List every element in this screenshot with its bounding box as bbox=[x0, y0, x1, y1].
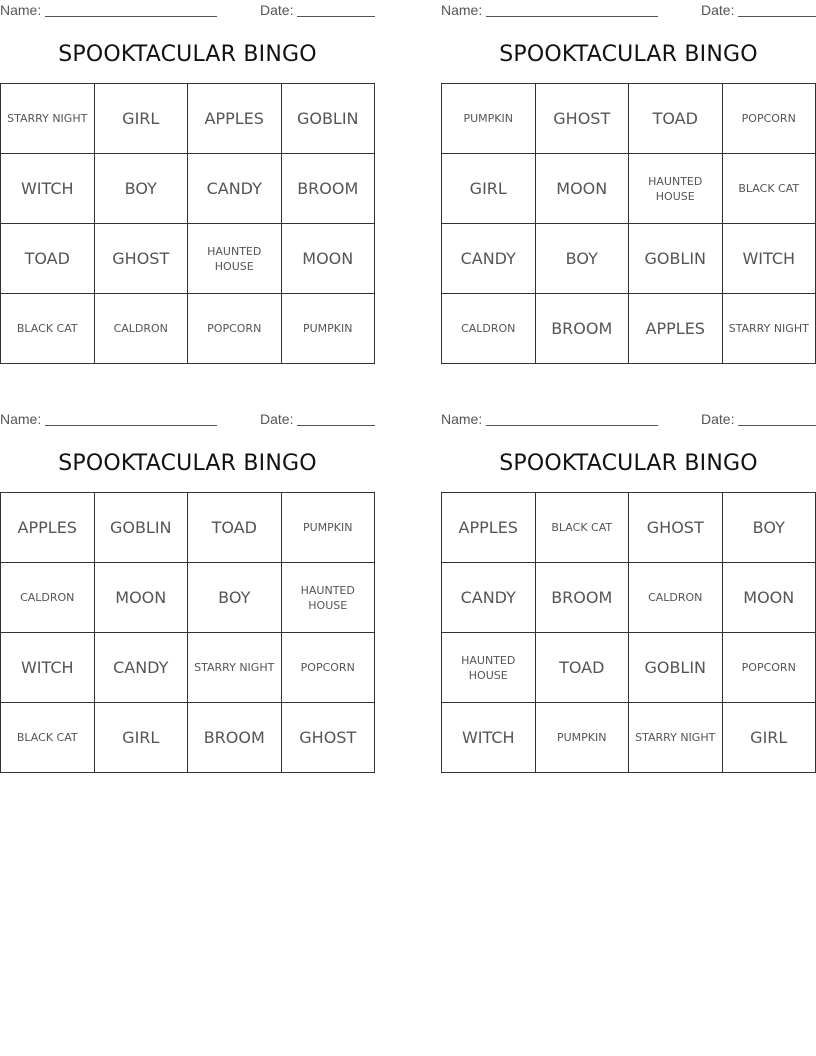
bingo-cell[interactable]: APPLES bbox=[629, 294, 723, 364]
bingo-grid bbox=[0, 492, 375, 773]
bingo-grid bbox=[441, 492, 816, 773]
bingo-grid bbox=[0, 83, 375, 364]
bingo-cell[interactable]: GHOST bbox=[536, 84, 630, 154]
bingo-cell[interactable]: BROOM bbox=[282, 154, 376, 224]
bingo-cell[interactable]: BROOM bbox=[536, 294, 630, 364]
date-label: Date: bbox=[260, 411, 294, 427]
bingo-cell[interactable]: CALDRON bbox=[1, 563, 95, 633]
bingo-cell[interactable]: GOBLIN bbox=[629, 633, 723, 703]
bingo-cell[interactable]: MOON bbox=[95, 563, 189, 633]
date-label: Date: bbox=[260, 2, 294, 18]
date-label: Date: bbox=[701, 411, 735, 427]
bingo-cell[interactable]: GOBLIN bbox=[629, 224, 723, 294]
bingo-cell[interactable]: APPLES bbox=[442, 493, 536, 563]
bingo-cell[interactable]: POPCORN bbox=[188, 294, 282, 364]
bingo-cell[interactable]: PUMPKIN bbox=[536, 703, 630, 773]
bingo-cell[interactable]: TOAD bbox=[1, 224, 95, 294]
bingo-cell[interactable]: MOON bbox=[536, 154, 630, 224]
bingo-cell[interactable]: STARRY NIGHT bbox=[188, 633, 282, 703]
bingo-card bbox=[441, 409, 816, 774]
name-label: Name: bbox=[0, 411, 42, 427]
bingo-cell[interactable]: POPCORN bbox=[282, 633, 376, 703]
bingo-cell[interactable]: GOBLIN bbox=[95, 493, 189, 563]
bingo-cell[interactable]: BLACK CAT bbox=[1, 703, 95, 773]
bingo-cell[interactable]: STARRY NIGHT bbox=[629, 703, 723, 773]
date-label: Date: bbox=[701, 2, 735, 18]
bingo-cell[interactable]: POPCORN bbox=[723, 633, 816, 703]
bingo-cell[interactable]: BLACK CAT bbox=[536, 493, 630, 563]
bingo-cell[interactable]: BLACK CAT bbox=[723, 154, 816, 224]
date-blank-line[interactable] bbox=[738, 425, 816, 426]
card-title: SPOOKTACULAR BINGO bbox=[499, 451, 758, 476]
bingo-cell[interactable]: TOAD bbox=[629, 84, 723, 154]
bingo-cell[interactable]: WITCH bbox=[442, 703, 536, 773]
bingo-cell[interactable]: MOON bbox=[282, 224, 376, 294]
bingo-cell[interactable]: HAUNTED HOUSE bbox=[442, 633, 536, 703]
bingo-cell[interactable]: HAUNTED HOUSE bbox=[188, 224, 282, 294]
name-blank-line[interactable] bbox=[486, 16, 658, 17]
bingo-cell[interactable]: CALDRON bbox=[442, 294, 536, 364]
bingo-cell[interactable]: GIRL bbox=[723, 703, 816, 773]
bingo-cell[interactable]: TOAD bbox=[536, 633, 630, 703]
bingo-cell[interactable]: BROOM bbox=[536, 563, 630, 633]
bingo-cell[interactable]: GHOST bbox=[282, 703, 376, 773]
bingo-cell[interactable]: PUMPKIN bbox=[282, 493, 376, 563]
bingo-cell[interactable]: STARRY NIGHT bbox=[1, 84, 95, 154]
card-header bbox=[0, 411, 375, 429]
date-blank-line[interactable] bbox=[297, 425, 375, 426]
bingo-cell[interactable]: MOON bbox=[723, 563, 816, 633]
bingo-cell[interactable]: HAUNTED HOUSE bbox=[629, 154, 723, 224]
name-label: Name: bbox=[0, 2, 42, 18]
bingo-cell[interactable]: BROOM bbox=[188, 703, 282, 773]
card-title: SPOOKTACULAR BINGO bbox=[499, 42, 758, 67]
card-header bbox=[441, 2, 816, 20]
bingo-cell[interactable]: PUMPKIN bbox=[442, 84, 536, 154]
name-label: Name: bbox=[441, 2, 483, 18]
bingo-cell[interactable]: POPCORN bbox=[723, 84, 816, 154]
bingo-cell[interactable]: GHOST bbox=[629, 493, 723, 563]
bingo-cell[interactable]: CANDY bbox=[442, 563, 536, 633]
card-title: SPOOKTACULAR BINGO bbox=[58, 451, 317, 476]
bingo-cell[interactable]: GIRL bbox=[95, 703, 189, 773]
bingo-cell[interactable]: BOY bbox=[723, 493, 816, 563]
bingo-cell[interactable]: CANDY bbox=[188, 154, 282, 224]
bingo-cell[interactable]: WITCH bbox=[723, 224, 816, 294]
bingo-cell[interactable]: CANDY bbox=[442, 224, 536, 294]
bingo-cell[interactable]: GIRL bbox=[442, 154, 536, 224]
bingo-card bbox=[441, 0, 816, 365]
card-header bbox=[441, 411, 816, 429]
name-blank-line[interactable] bbox=[45, 425, 217, 426]
bingo-cell[interactable]: CALDRON bbox=[95, 294, 189, 364]
bingo-cell[interactable]: BOY bbox=[95, 154, 189, 224]
bingo-cell[interactable]: WITCH bbox=[1, 633, 95, 703]
bingo-cell[interactable]: BLACK CAT bbox=[1, 294, 95, 364]
bingo-cell[interactable]: BOY bbox=[536, 224, 630, 294]
bingo-cell[interactable]: CALDRON bbox=[629, 563, 723, 633]
bingo-cell[interactable]: HAUNTED HOUSE bbox=[282, 563, 376, 633]
bingo-cell[interactable]: STARRY NIGHT bbox=[723, 294, 816, 364]
date-blank-line[interactable] bbox=[738, 16, 816, 17]
date-blank-line[interactable] bbox=[297, 16, 375, 17]
bingo-cell[interactable]: GOBLIN bbox=[282, 84, 376, 154]
card-header bbox=[0, 2, 375, 20]
bingo-cell[interactable]: APPLES bbox=[1, 493, 95, 563]
bingo-cell[interactable]: CANDY bbox=[95, 633, 189, 703]
name-blank-line[interactable] bbox=[486, 425, 658, 426]
bingo-card bbox=[0, 409, 375, 774]
bingo-cell[interactable]: WITCH bbox=[1, 154, 95, 224]
bingo-cell[interactable]: TOAD bbox=[188, 493, 282, 563]
bingo-grid bbox=[441, 83, 816, 364]
bingo-cell[interactable]: APPLES bbox=[188, 84, 282, 154]
bingo-cell[interactable]: PUMPKIN bbox=[282, 294, 376, 364]
bingo-cell[interactable]: BOY bbox=[188, 563, 282, 633]
name-blank-line[interactable] bbox=[45, 16, 217, 17]
bingo-card bbox=[0, 0, 375, 365]
bingo-cell[interactable]: GIRL bbox=[95, 84, 189, 154]
bingo-cell[interactable]: GHOST bbox=[95, 224, 189, 294]
card-title: SPOOKTACULAR BINGO bbox=[58, 42, 317, 67]
name-label: Name: bbox=[441, 411, 483, 427]
